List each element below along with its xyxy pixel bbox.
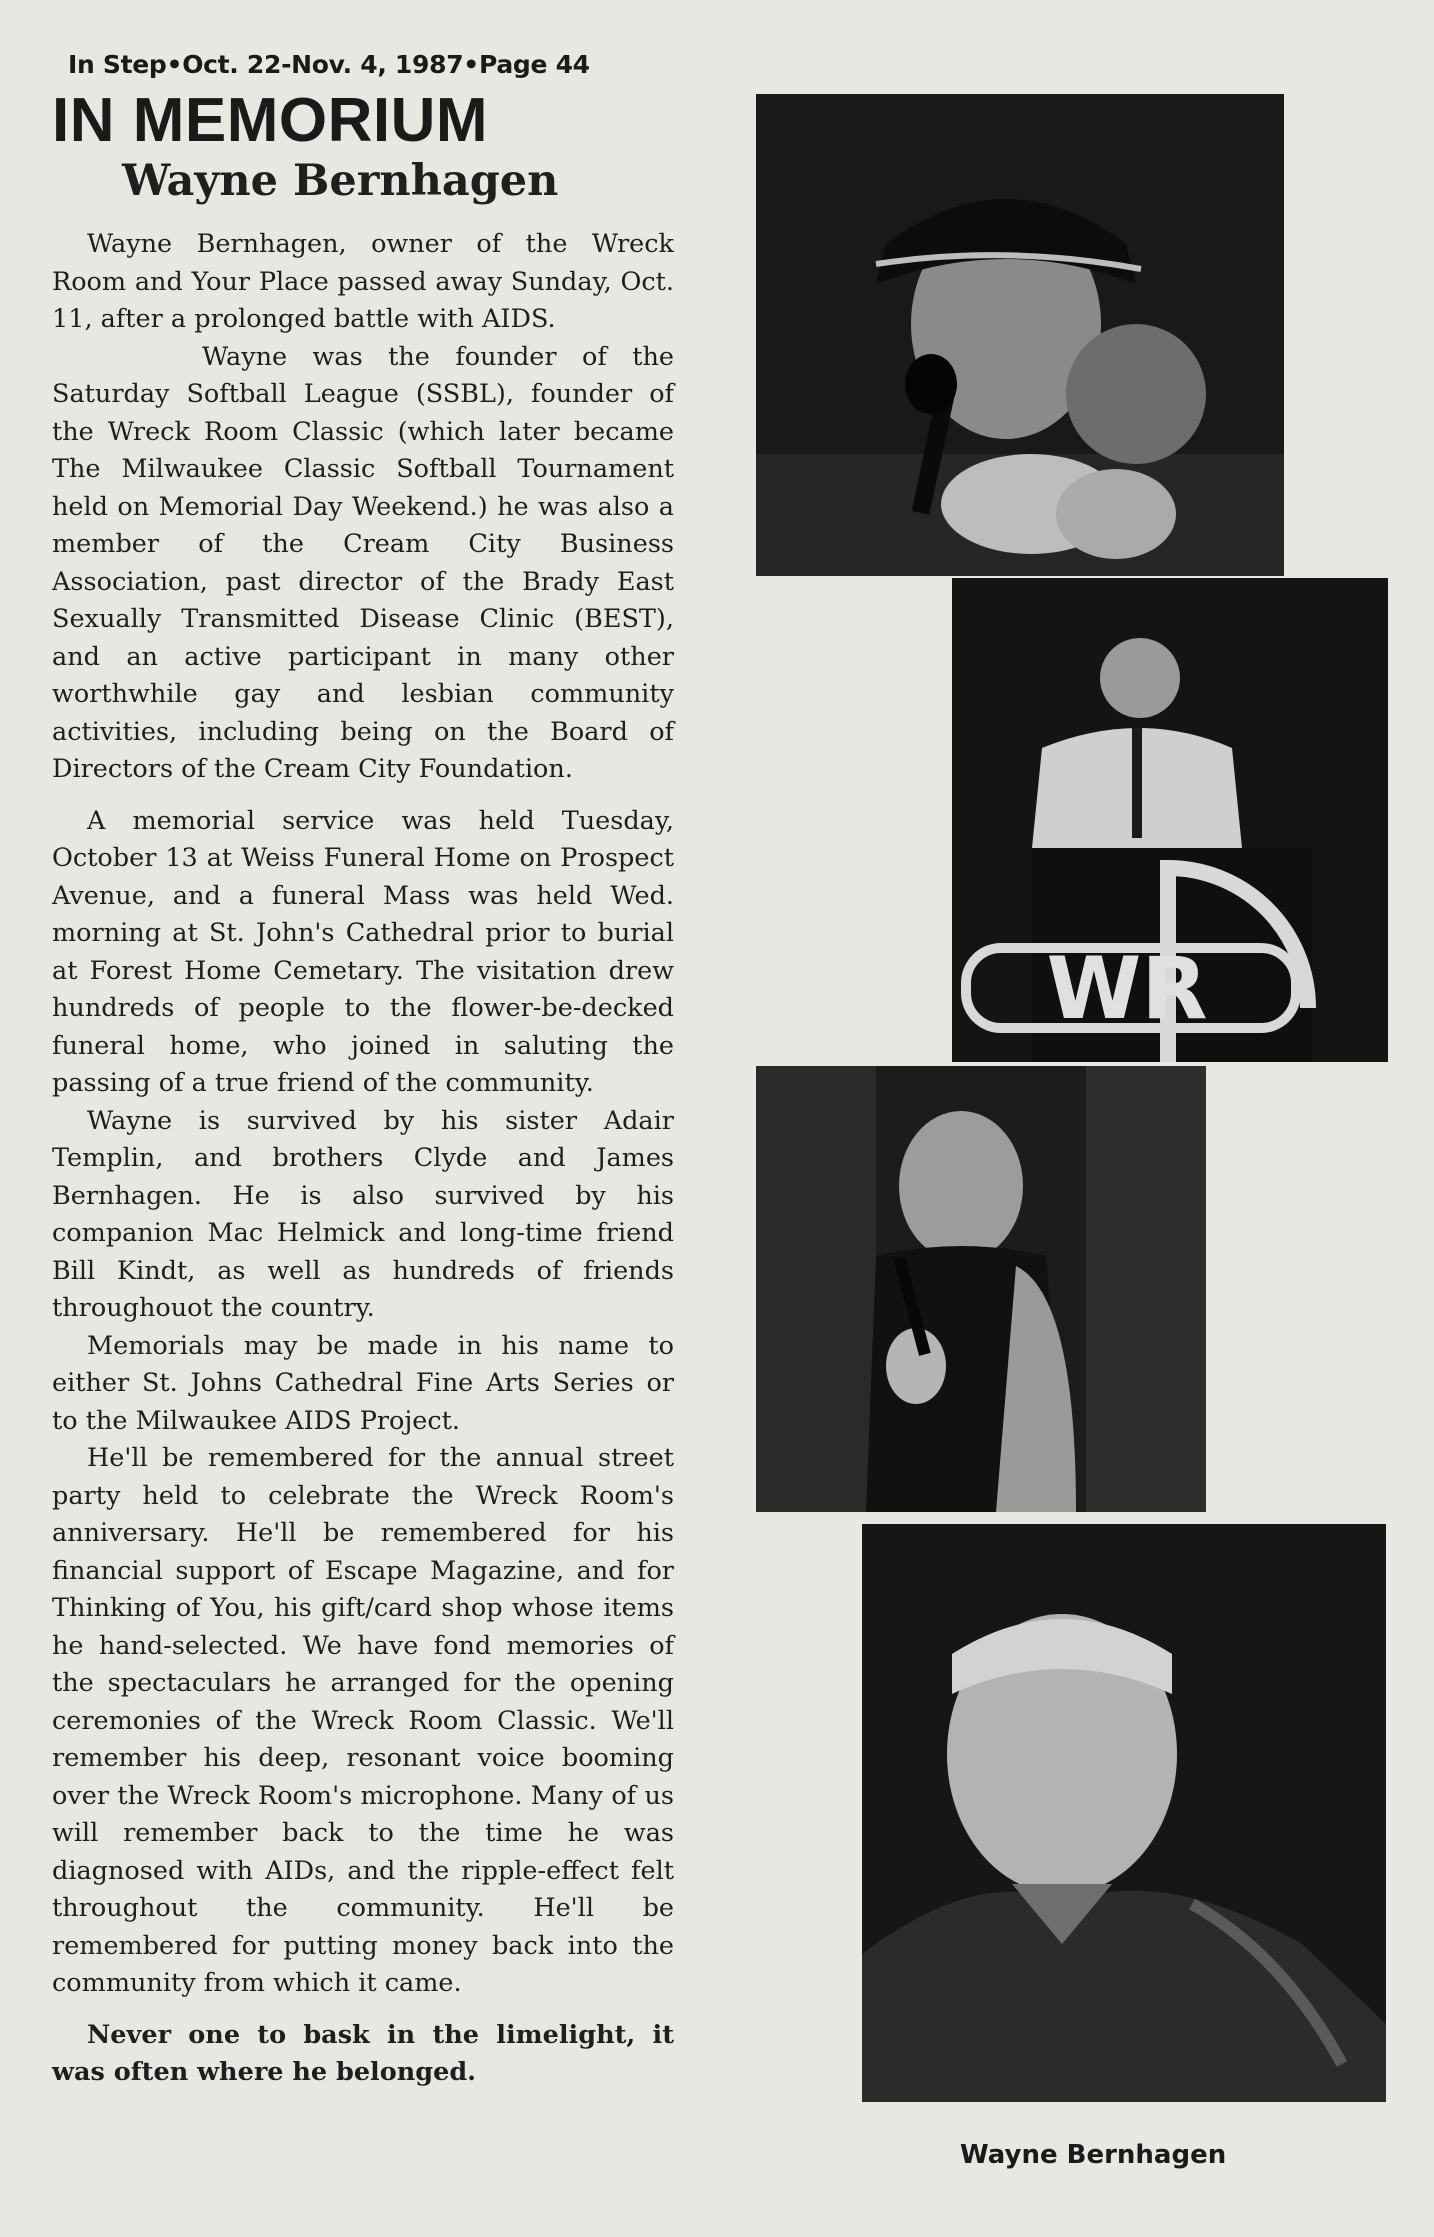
paragraph-1: Wayne Bernhagen, owner of the Wreck Room and Your Place passed away Sunday, Oct. 11, after a prolonged battle with AIDS. [52, 229, 674, 334]
photo-flag-microphone [756, 1066, 1206, 1512]
paragraph-7: Never one to bask in the limelight, it was often where he belonged. [52, 2019, 674, 2087]
article-body [52, 226, 674, 2092]
paragraph-3: A memorial service was held Tuesday, October 13 at Weiss Funeral Home on Prospect Avenue, and a funeral Mass was held Wed. morning at St. John's Cathedral prior to burial at Forest Home Cemetary. The visitation drew hundreds of people to the flower-be-decked funeral home, who joined in saluting the passing of a true friend of the community. [52, 805, 674, 1098]
article-subtitle: Wayne Bernhagen [122, 156, 559, 206]
page-title: IN MEMORIUM [52, 86, 489, 155]
photo-portrait [862, 1524, 1386, 2102]
photo-caption: Wayne Bernhagen [960, 2140, 1227, 2170]
photo-podium-logo [952, 578, 1388, 1062]
paragraph-2: Wayne was the founder of the Saturday Softball League (SSBL), founder of the Wreck Room Classic (which later became The Milwaukee Classic Softball Tournament held on Memorial Day Weekend.) he was also a member of the Cream City Business Association, past director of the Brady East Sexually Transmitted Disease Clinic (BEST), and an active participant in many other worthwhile gay and lesbian community activities, including being on the Board of Directors of the Cream City Foundation. [52, 341, 674, 784]
paragraph-6: He'll be remembered for the annual street party held to celebrate the Wreck Room's anniversary. He'll be remembered for his financial support of Escape Magazine, and for Thinking of You, his gift/card shop whose items he hand-selected. We have fond memories of the spectaculars he arranged for the opening ceremonies of the Wreck Room Classic. We'll remember his deep, resonant voice booming over the Wreck Room's microphone. Many of us will remember back to the time he was diagnosed with AIDs, and the ripple-effect felt throughout the community. He'll be remembered for putting money back into the community from which it came. [52, 1443, 674, 1998]
logo-text: WR [1046, 939, 1208, 1039]
paragraph-4: Wayne is survived by his sister Adair Templin, and brothers Clyde and James Bernhagen. He is also survived by his companion Mac Helmick and long-time friend Bill Kindt, as well as hundreds of friends throughouot the country. [52, 1105, 674, 1323]
paragraph-5: Memorials may be made in his name to either St. Johns Cathedral Fine Arts Series or to the Milwaukee AIDS Project. [52, 1330, 674, 1436]
photo-cap-microphone [756, 94, 1284, 576]
page-header: In Step•Oct. 22-Nov. 4, 1987•Page 44 [68, 50, 590, 79]
